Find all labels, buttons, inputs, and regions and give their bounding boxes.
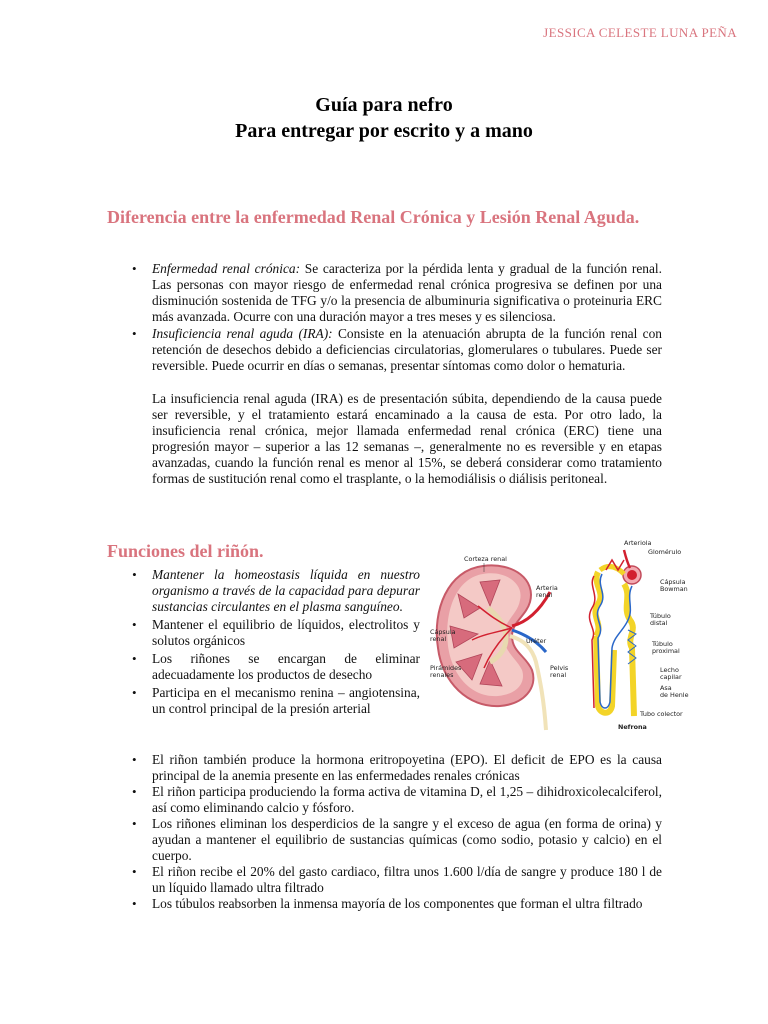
comparison-paragraph: La insuficiencia renal aguda (IRA) es de presentación súbita, dependiendo de la causa puede ser reversible, y el tratamiento estará encaminado a la causa de esta. Por otro lado, la insuficiencia renal crónica, mejor llamada enfermedad renal crónica (ERC) tiene una progresión mayor – superior a las 12 semanas –, generalmente no es reversible y en etapas avanzadas, cuando la función renal es menor al 15%, se deberá considerar como tratamiento formas de sustitución renal como el trasplante, o la hemodiálisis o diálisis peritoneal. [152, 391, 662, 486]
label-nefrona: Nefrona [618, 723, 647, 731]
label-proximal: proximal [652, 647, 680, 655]
funciones-list-narrow [130, 567, 420, 719]
label-glomerulo: Glomérulo [648, 548, 682, 556]
term-ira: Insuficiencia renal aguda (IRA): [152, 326, 333, 341]
list-item: • El riñon también produce la hormona eritropoyetina (EPO). El deficit de EPO es la causa principal de la anemia presente en las enfermedades renales crónicas [130, 752, 662, 784]
label-piramides: Pirámides [430, 664, 462, 672]
label-renal-1: renal [536, 591, 553, 599]
label-asa: Asa [660, 684, 672, 692]
author-name: JESSICA CELESTE LUNA PEÑA [543, 25, 737, 40]
list-item: • Los riñones eliminan los desperdicios de la sangre y el exceso de agua (en forma de orina) y ayudan a mantener el equilibrio de sustancias químicas (como sodio, potasio y calcio) en el cuerpo. [130, 816, 662, 864]
list-item [130, 261, 662, 325]
list-item: • Los túbulos reabsorben la inmensa mayoría de los componentes que forman el ultra filtrado [130, 896, 662, 912]
list-item: • El riñon recibe el 20% del gasto cardiaco, filtra unos 1.600 l/día de sangre y produce 180 l de un líquido llamado ultra filtrado [130, 864, 662, 896]
label-renal-3: renal [550, 671, 567, 679]
label-capsula: Cápsula [430, 628, 456, 636]
term-ira-text: Consiste en la atenuación abrupta de la función renal con retención de desechos debido a deficiencias circulatorias, glomerulares o tubulares. Puede ser reversible. Puede ocurrir en días o semanas, presentar síntomas como dolor o hematuria. [152, 326, 663, 373]
label-renal-2: renal [430, 635, 447, 643]
label-henle: de Henle [660, 691, 689, 699]
section-heading-diferencia: Diferencia entre la enfermedad Renal Crónica y Lesión Renal Aguda. [107, 207, 640, 227]
label-tubulo-proximal: Túbulo [652, 640, 673, 648]
label-arteria: Arteria [536, 584, 558, 592]
term-erc-text: Se caracteriza por la pérdida lenta y gradual de la función renal. Las personas con mayor riesgo de enfermedad renal crónica progresiva se definen por una disminución sostenida de TFG y/o la presencia de albuminuria significativa o proteinuria ERC más avanzada. Ocurre con una duración mayor a tres meses y es silenciosa. [152, 261, 662, 324]
label-pelvis: Pelvis [550, 664, 569, 672]
list-item: • Participa en el mecanismo renina – angiotensina, un control principal de la presión arterial [130, 685, 420, 717]
kidney-drawing [437, 565, 553, 730]
label-ureter: Uréter [526, 637, 547, 645]
label-tubulo-distal: Túbulo [650, 612, 671, 620]
list-item [130, 326, 662, 374]
label-renales: renales [430, 671, 454, 679]
label-arteriola: Arteriola [624, 539, 652, 547]
document-title [0, 92, 768, 144]
label-distal: distal [650, 619, 668, 627]
term-erc: Enfermedad renal crónica: [152, 261, 301, 276]
label-lecho: Lecho [660, 666, 679, 674]
title-line-1: Guía para nefro [315, 94, 453, 116]
kidney-nephron-illustration [428, 530, 712, 734]
list-item: • Mantener la homeostasis líquida en nuestro organismo a través de la capacidad para depurar sustancias circulantes en el plasma sanguíneo. [130, 567, 420, 615]
title-line-2: Para entregar por escrito y a mano [235, 120, 533, 142]
diferencia-list [130, 261, 662, 375]
label-capsula-bowman: Cápsula [660, 578, 686, 586]
list-item: • Los riñones se encargan de eliminar adecuadamente los productos de desecho [130, 651, 420, 683]
list-item: • Mantener el equilibrio de líquidos, electrolitos y solutos orgánicos [130, 617, 420, 649]
label-corteza: Corteza renal [464, 555, 507, 563]
nephron-drawing [589, 550, 641, 716]
funciones-list-wide [130, 752, 662, 912]
section-heading-funciones: Funciones del riñón. [107, 541, 264, 561]
label-bowman: Bowman [660, 585, 688, 593]
list-item: • El riñon participa produciendo la forma activa de vitamina D, el 1,25 – dihidroxicolecalciferol, así como eliminando calcio y fósforo. [130, 784, 662, 816]
label-capilar: capilar [660, 673, 682, 681]
kidney-nephron-svg [428, 530, 712, 734]
label-tubo-colector: Tubo colector [640, 710, 683, 718]
